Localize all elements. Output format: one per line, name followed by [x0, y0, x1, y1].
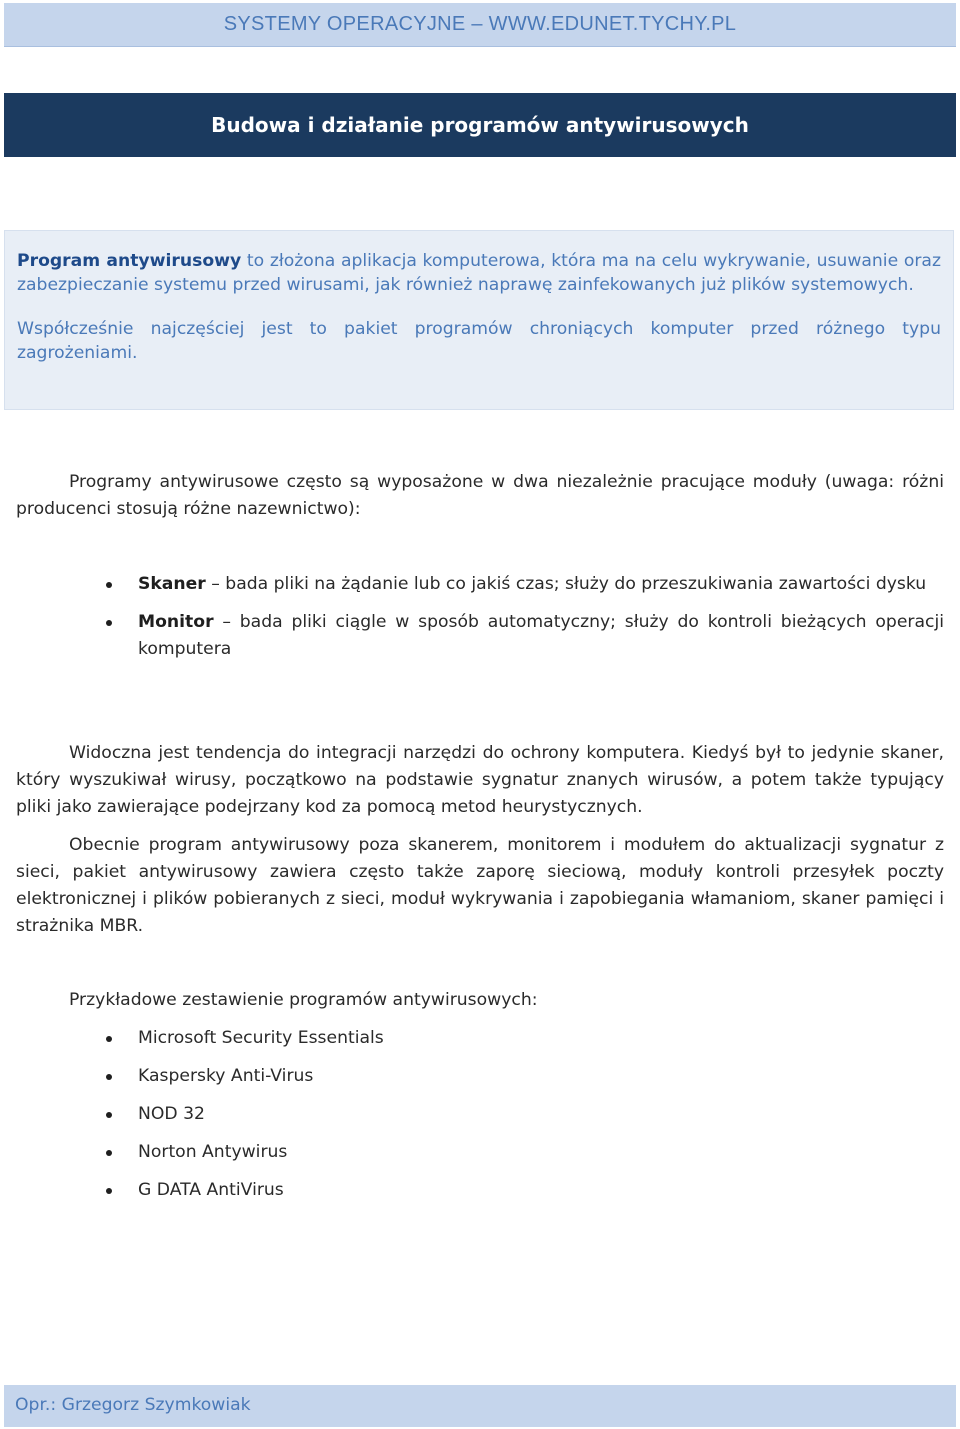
bullet-icon	[106, 1188, 112, 1194]
list-item	[104, 571, 944, 598]
list-item	[104, 1101, 384, 1139]
program-name: Kaspersky Anti-Virus	[138, 1066, 314, 1086]
footer-author: Opr.: Grzegorz Szymkowiak	[15, 1395, 251, 1415]
modules-intro-block	[16, 469, 944, 523]
title-banner	[4, 93, 956, 157]
list-item	[104, 609, 944, 663]
list-item	[104, 1025, 384, 1063]
program-name: Microsoft Security Essentials	[138, 1028, 384, 1048]
header-text: SYSTEMY OPERACYJNE – WWW.EDUNET.TYCHY.PL	[223, 13, 737, 35]
module-name: Monitor	[138, 612, 214, 632]
program-name: G DATA AntiVirus	[138, 1180, 284, 1200]
bullet-icon	[106, 620, 112, 626]
page-header	[4, 3, 956, 47]
intro-box	[4, 230, 954, 410]
program-name: NOD 32	[138, 1104, 205, 1124]
module-name: Skaner	[138, 574, 206, 594]
page-footer	[4, 1385, 956, 1427]
intro-second: Współcześnie najczęściej jest to pakiet programów chroniących komputer przed różnego typu zagrożeniami.	[17, 319, 941, 363]
examples-intro: Przykładowe zestawienie programów antywirusowych:	[69, 990, 538, 1010]
bullet-icon	[106, 1112, 112, 1118]
list-item	[104, 1177, 384, 1215]
intro-term: Program antywirusowy	[17, 251, 242, 271]
list-item	[104, 1139, 384, 1177]
module-desc: – bada pliki na żądanie lub co jakiś czas; służy do przeszukiwania zawartości dysku	[205, 574, 927, 594]
bullet-icon	[106, 1036, 112, 1042]
modules-intro: Programy antywirusowe często są wyposażone w dwa niezależnie pracujące moduły (uwaga: różni producenci stosują różne nazewnictwo):	[16, 472, 944, 519]
paragraph: Obecnie program antywirusowy poza skanerem, monitorem i modułem do aktualizacji sygnatur z sieci, pakiet antywirusowy zawiera często także zaporę sieciową, moduły kontroli przesyłek poczty elektronicznej i plików pobieranych z sieci, moduł wykrywania i zapobiegania włamaniom, skaner pamięci i strażnika MBR.	[16, 835, 944, 936]
bullet-icon	[106, 582, 112, 588]
list-item	[104, 1063, 384, 1101]
integration-block	[16, 740, 944, 940]
bullet-icon	[106, 1150, 112, 1156]
page-title: Budowa i działanie programów antywirusowych	[211, 113, 749, 137]
modules-list	[104, 571, 944, 663]
examples-list	[104, 1025, 384, 1215]
intro-definition	[17, 249, 941, 297]
program-name: Norton Antywirus	[138, 1142, 288, 1162]
module-desc: – bada pliki ciągle w sposób automatyczny; służy do kontroli bieżących operacji komputera	[138, 612, 944, 659]
bullet-icon	[106, 1074, 112, 1080]
intro-definition-text: to złożona aplikacja komputerowa, która ma na celu wykrywanie, usuwanie oraz zabezpieczanie systemu przed wirusami, jak również naprawę zainfekowanych już plików systemowych.	[17, 251, 941, 295]
paragraph: Widoczna jest tendencja do integracji narzędzi do ochrony komputera. Kiedyś był to jedynie skaner, który wyszukiwał wirusy, początkowo na podstawie sygnatur znanych wirusów, a potem także typujący pliki jako zawierające podejrzany kod za pomocą metod heurystycznych.	[16, 743, 944, 817]
